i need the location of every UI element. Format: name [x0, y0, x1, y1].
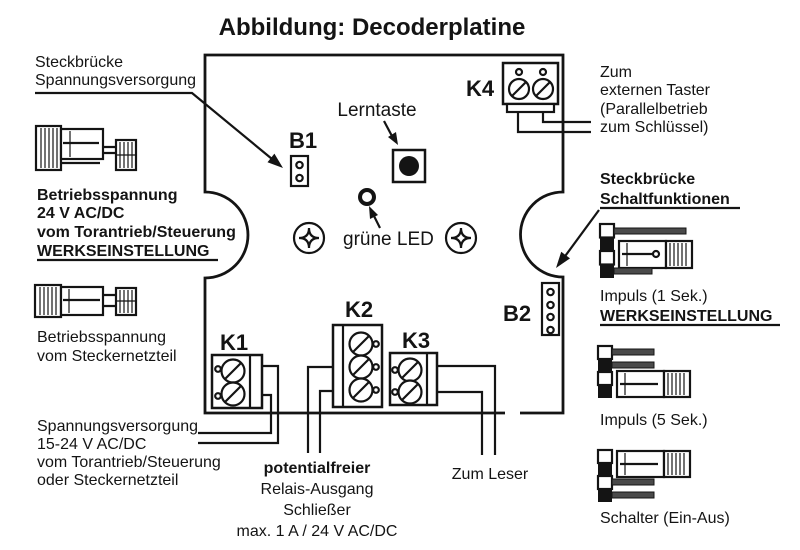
- b2-pin-1: [547, 289, 553, 295]
- green-led-label: grüne LED: [343, 229, 434, 250]
- label-ext-button-line1: Zum: [600, 64, 632, 81]
- learn-button-cap: [399, 156, 419, 176]
- b2-header: [503, 283, 559, 335]
- label-ext-button-line2: externen Taster: [600, 82, 710, 99]
- label-ext-button-line4: zum Schlüssel): [600, 119, 709, 136]
- b2-pin-4: [547, 327, 553, 333]
- label-relay-line4: max. 1 A / 24 V AC/DC: [236, 523, 398, 540]
- arrowhead-b2: [556, 252, 570, 268]
- label-supply-plug-line1: Betriebsspannung: [37, 329, 166, 346]
- label-ext-button: [600, 64, 711, 136]
- label-supply-24v: [37, 187, 236, 260]
- terminal-k2: [308, 297, 382, 453]
- label-supply-24v-line2: 24 V AC/DC: [37, 205, 125, 222]
- label-supply-24v-line1: Betriebsspannung: [37, 187, 178, 204]
- label-relay-output: [237, 460, 398, 540]
- b2-pin-2: [547, 302, 553, 308]
- label-switch: Schalter (Ein-Aus): [600, 510, 730, 527]
- label-reader: Zum Leser: [451, 466, 529, 483]
- label-impulse1: Impuls (1 Sek.): [600, 288, 708, 305]
- jumper-icon-supply-netzteil: [35, 285, 136, 317]
- b1-pin-2: [296, 175, 302, 181]
- learn-button-group: [337, 100, 425, 182]
- label-factory-setting-right: WERKSEINSTELLUNG: [600, 308, 773, 325]
- arrowhead-learn-button: [388, 132, 398, 145]
- terminal-k1: [198, 330, 278, 443]
- b1-pin-1: [296, 162, 302, 168]
- k2-wire-2: [320, 391, 333, 453]
- label-relay-line2: Relais-Ausgang: [260, 481, 374, 498]
- k2-label: K2: [345, 297, 374, 322]
- jumper-icon-impuls-5s: [598, 346, 690, 398]
- k3-wire-1: [437, 366, 495, 455]
- label-supply-plug-line2: vom Steckernetzteil: [37, 348, 177, 365]
- label-relay-line3: Schließer: [283, 502, 351, 519]
- label-supply-range-line2: 15-24 V AC/DC: [37, 436, 147, 453]
- k1-label: K1: [220, 330, 249, 355]
- k3-label: K3: [402, 328, 431, 353]
- label-supply-range-line3: vom Torantrieb/Steuerung: [37, 454, 221, 471]
- mounting-screw-right: [446, 223, 476, 253]
- terminal-k3: [390, 328, 495, 455]
- label-jumper-func-line2: Schaltfunktionen: [600, 191, 730, 208]
- label-relay-line1: potentialfreier: [263, 460, 371, 477]
- jumper-icon-supply-torantrieb: [36, 126, 136, 170]
- label-supply-24v-line3: vom Torantrieb/Steuerung: [37, 224, 236, 241]
- green-led: [360, 190, 374, 204]
- figure-title: Abbildung: Decoderplatine: [218, 14, 526, 41]
- jumper-icon-schalter: [598, 450, 690, 502]
- green-led-group: [343, 190, 434, 250]
- label-supply-range: [37, 418, 221, 489]
- learn-button-label: Lerntaste: [337, 100, 417, 121]
- label-factory-setting-left: WERKSEINSTELLUNG: [37, 243, 210, 260]
- label-impulse5: Impuls (5 Sek.): [600, 412, 708, 429]
- arrow-line-b2: [563, 210, 599, 259]
- arrowhead-to-b1: [268, 154, 284, 168]
- label-supply-plug: [37, 329, 177, 365]
- b2-label: B2: [503, 301, 532, 326]
- b1-label: B1: [289, 128, 318, 153]
- jumper-icon-impuls-1s: [600, 224, 692, 278]
- label-supply-range-line4: oder Steckernetzteil: [37, 472, 179, 489]
- label-ext-button-line3: (Parallelbetrieb: [600, 101, 708, 118]
- b1-header: [289, 128, 317, 186]
- mounting-screw-left: [294, 223, 324, 253]
- label-jumper-supply-line2: Spannungsversorgung: [35, 72, 197, 89]
- k3-wire-2: [437, 392, 482, 455]
- b2-pin-3: [547, 314, 553, 320]
- k4-label: K4: [466, 76, 495, 101]
- label-supply-range-line1: Spannungsversorgung: [37, 418, 199, 435]
- label-jumper-func-line1: Steckbrücke: [600, 171, 696, 188]
- arrowhead-led: [369, 206, 378, 219]
- label-jumper-supply-line1: Steckbrücke: [35, 54, 124, 71]
- k4-wire-1: [543, 112, 591, 122]
- terminal-k4: [466, 63, 591, 132]
